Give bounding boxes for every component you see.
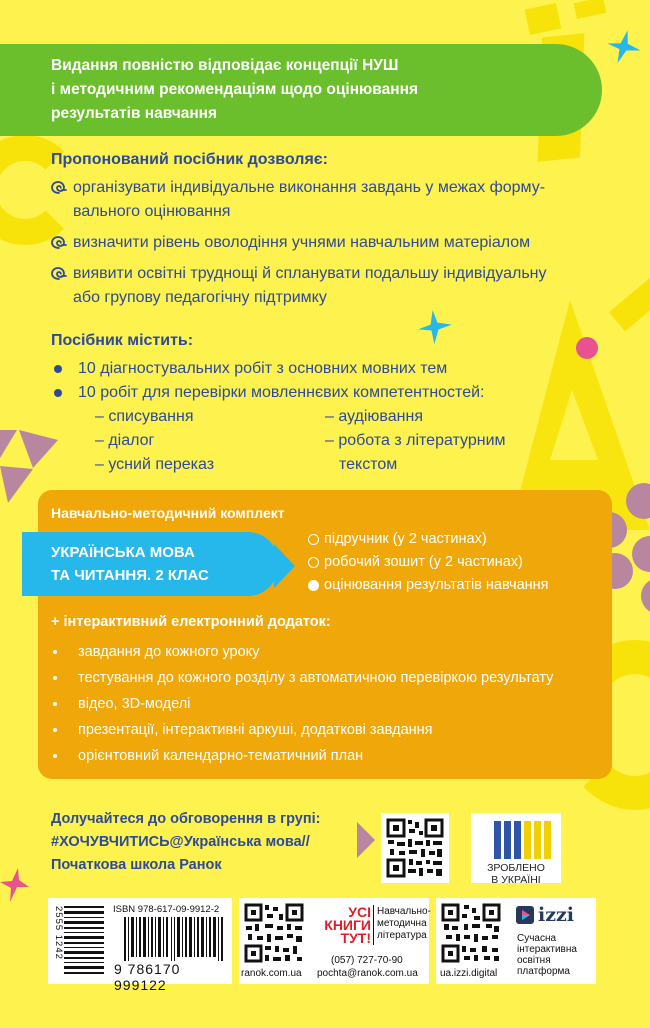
qr-code-icon bbox=[381, 813, 449, 883]
join-group-text bbox=[51, 808, 320, 877]
kit-item-label: робочий зошит (у 2 частинах) bbox=[324, 554, 523, 570]
ranok-site-link[interactable]: ranok.com.ua bbox=[241, 968, 302, 979]
decor-pink-dot bbox=[576, 337, 598, 359]
list-item-text: виявити освітні труднощі й спланувати подальшу індивідуальну bbox=[73, 265, 547, 282]
bullet-icon bbox=[54, 365, 62, 373]
list-item-text: відео, 3D-моделі bbox=[78, 696, 191, 712]
decor-letter-i-dot bbox=[525, 3, 562, 35]
made-in-ukraine-line: ЗРОБЛЕНО bbox=[487, 862, 545, 874]
sub-item: – діалог bbox=[95, 432, 155, 449]
subject-line: ТА ЧИТАННЯ. 2 КЛАС bbox=[51, 567, 209, 584]
email-link[interactable]: pochta@ranok.com.ua bbox=[317, 968, 418, 979]
divider bbox=[373, 905, 374, 945]
join-line: Долучайтеся до обговорення в групі: bbox=[51, 811, 321, 827]
qr-code-icon bbox=[243, 902, 305, 964]
star-icon bbox=[0, 868, 30, 902]
decor-mauve-dot bbox=[641, 578, 650, 614]
sub-item: – робота з літературним bbox=[325, 432, 506, 449]
arrow-right-icon bbox=[357, 822, 375, 858]
izzi-qr-code[interactable] bbox=[440, 902, 502, 964]
barcode-digits: 9 786170 999122 bbox=[114, 961, 181, 993]
list-item bbox=[51, 665, 553, 691]
kit-item-current bbox=[308, 574, 549, 597]
list-item-text: визначити рівень оволодіння учнями навчальним матеріалом bbox=[73, 234, 531, 251]
list-item bbox=[51, 743, 553, 769]
list-item bbox=[51, 357, 571, 381]
contains-list bbox=[51, 357, 571, 477]
category-line: методична bbox=[377, 918, 427, 929]
decor-letter-i-dot bbox=[574, 0, 607, 19]
tagline-line: Сучасна bbox=[517, 933, 557, 944]
star-icon bbox=[607, 30, 641, 64]
izzi-logo-icon bbox=[516, 906, 534, 924]
circle-outline-icon bbox=[308, 557, 319, 568]
sub-item: текстом bbox=[339, 456, 398, 473]
qr-code-icon bbox=[440, 902, 502, 964]
kit-item bbox=[308, 551, 549, 574]
list-item-text: вального оцінювання bbox=[73, 203, 231, 220]
tagline-line: інтерактивна bbox=[517, 944, 577, 955]
nush-compliance-banner bbox=[0, 44, 602, 136]
side-barcode-icon bbox=[64, 904, 104, 976]
list-item-text: завдання до кожного уроку bbox=[78, 644, 260, 660]
bullet-icon bbox=[53, 702, 57, 706]
decor-mauve-dot bbox=[632, 536, 650, 572]
list-item-text: 10 діагностувальних робіт з основних мовних тем bbox=[78, 360, 448, 377]
spiral-icon bbox=[51, 176, 73, 195]
made-in-ukraine-text bbox=[471, 862, 561, 886]
kit-item bbox=[308, 528, 549, 551]
tagline-line: освітня bbox=[517, 955, 551, 966]
sub-item: – списування bbox=[95, 408, 194, 425]
izzi-tagline bbox=[517, 933, 577, 977]
slogan-line: ТУТ! bbox=[340, 930, 371, 946]
slogan-line: УСІ bbox=[348, 904, 371, 920]
tagline-line: платформа bbox=[517, 966, 570, 977]
list-item-text: 10 робіт для перевірки мовленнєвих компетентностей: bbox=[78, 384, 485, 401]
side-code: 2555 1242 bbox=[53, 906, 64, 960]
banner-line: і методичним рекомендаціям щодо оцінювання bbox=[51, 81, 419, 98]
list-item bbox=[51, 381, 571, 405]
banner-line: Видання повністю відповідає концепції НУШ bbox=[51, 57, 399, 74]
barcode-icon bbox=[124, 917, 224, 961]
kit-panel bbox=[38, 490, 612, 779]
circle-filled-icon bbox=[308, 580, 319, 591]
kit-item-label: оцінювання результатів навчання bbox=[324, 577, 549, 593]
contains-heading: Посібник містить: bbox=[51, 332, 194, 349]
list-item-text: або групову педагогічну підтримку bbox=[73, 289, 327, 306]
subject-badge bbox=[22, 532, 278, 596]
list-item-text: презентації, інтерактивні аркуші, додаткові завдання bbox=[78, 722, 433, 738]
bullet-icon bbox=[53, 728, 57, 732]
spiral-icon bbox=[51, 262, 73, 281]
list-item bbox=[51, 231, 611, 255]
list-item bbox=[51, 176, 611, 224]
list-item-text: орієнтовний календарно-тематичний план bbox=[78, 748, 364, 764]
sub-item: – аудіювання bbox=[325, 408, 423, 425]
bullet-icon bbox=[53, 754, 57, 758]
category-line: Навчально- bbox=[377, 906, 431, 917]
interactive-title: + інтерактивний електронний додаток: bbox=[51, 614, 331, 630]
subject-line: УКРАЇНСЬКА МОВА bbox=[51, 544, 195, 561]
list-item bbox=[51, 717, 553, 743]
slogan-logo bbox=[311, 906, 371, 945]
list-item-text: тестування до кожного розділу з автоматичною перевіркою результату bbox=[78, 670, 554, 686]
sub-item: – усний переказ bbox=[95, 456, 215, 473]
kit-title: Навчально-методичний комплект bbox=[51, 505, 285, 521]
arrow-right-icon bbox=[274, 544, 295, 588]
ukraine-bars-icon bbox=[494, 821, 551, 859]
ranok-qr-code[interactable] bbox=[243, 902, 305, 964]
bullet-icon bbox=[53, 676, 57, 680]
bullet-icon bbox=[53, 650, 57, 654]
izzi-brand: izzi bbox=[538, 904, 575, 926]
phone: (057) 727-70-90 bbox=[331, 955, 403, 966]
made-in-ukraine-line: В УКРАЇНІ bbox=[491, 874, 541, 886]
izzi-site-link[interactable]: ua.izzi.digital bbox=[440, 968, 498, 979]
kit-list bbox=[308, 528, 549, 597]
list-item bbox=[51, 691, 553, 717]
spiral-icon bbox=[51, 231, 73, 250]
decor-stroke bbox=[609, 274, 650, 332]
banner-line: результатів навчання bbox=[51, 105, 218, 122]
list-item bbox=[51, 262, 611, 310]
ranok-info-box bbox=[239, 898, 429, 984]
bullet-icon bbox=[54, 389, 62, 397]
competence-sublist bbox=[51, 405, 571, 477]
decor-mauve-dot bbox=[626, 483, 650, 519]
category-line: література bbox=[377, 930, 427, 941]
group-qr-code[interactable] bbox=[381, 813, 449, 883]
circle-outline-icon bbox=[308, 534, 319, 545]
slogan-line: КНИГИ bbox=[324, 917, 371, 933]
list-item-text: організувати індивідуальне виконання завдань у межах форму- bbox=[73, 179, 546, 196]
isbn-barcode bbox=[48, 898, 232, 993]
izzi-info-box bbox=[436, 898, 596, 984]
join-line: #ХОЧУВЧИТИСЬ@Українська мова// bbox=[51, 834, 310, 850]
join-line: Початкова школа Ранок bbox=[51, 857, 222, 873]
allows-heading: Пропонований посібник дозволяє: bbox=[51, 151, 328, 168]
category-text bbox=[377, 906, 431, 942]
isbn-label: ISBN 978-617-09-9912-2 bbox=[113, 904, 220, 915]
interactive-list bbox=[51, 639, 553, 769]
allows-list bbox=[51, 176, 611, 317]
made-in-ukraine-badge bbox=[471, 813, 561, 886]
kit-item-label: підручник (у 2 частинах) bbox=[324, 531, 487, 547]
list-item bbox=[51, 639, 553, 665]
